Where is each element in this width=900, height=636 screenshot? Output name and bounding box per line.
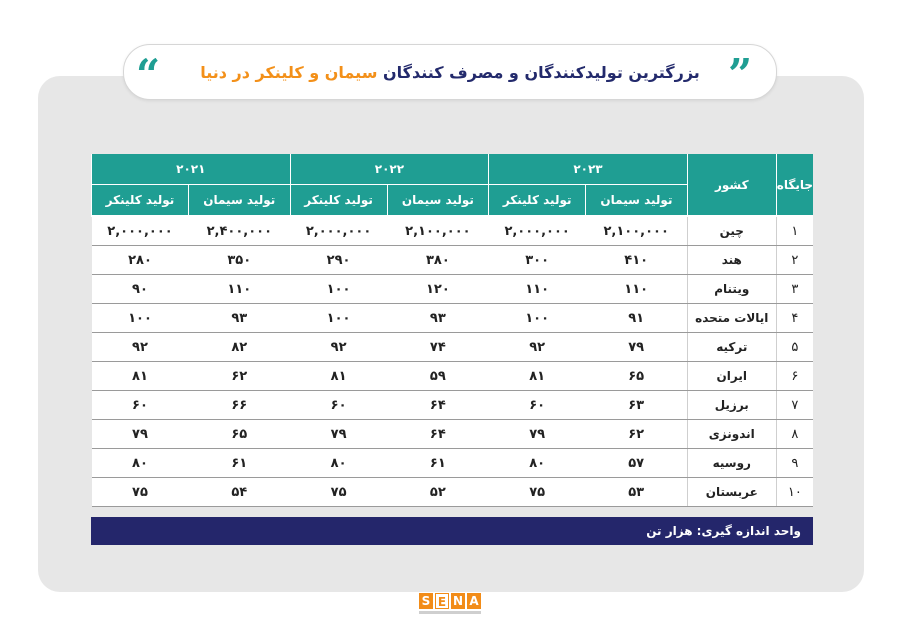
clinker-cell-2021: ۷۹ <box>92 420 189 449</box>
cement-cell-2021: ۲,۴۰۰,۰۰۰ <box>188 216 290 246</box>
header-clinker-2023: تولید کلینکر <box>489 185 586 217</box>
table-row <box>92 246 814 275</box>
rank-cell: ۵ <box>776 333 813 362</box>
logo-letter: E <box>435 593 449 609</box>
rank-cell: ۱۰ <box>776 478 813 507</box>
table-row <box>92 478 814 507</box>
title-main: بزرگترین تولیدکنندگان و مصرف کنندگان <box>383 62 700 82</box>
cement-cell-2022: ۹۳ <box>387 304 489 333</box>
cement-cell-2021: ۶۱ <box>188 449 290 478</box>
quote-close-icon: “ <box>136 50 161 99</box>
header-year-2021: ۲۰۲۱ <box>92 154 291 185</box>
clinker-cell-2021: ۹۰ <box>92 275 189 304</box>
cement-cell-2022: ۶۴ <box>387 391 489 420</box>
clinker-cell-2023: ۲,۰۰۰,۰۰۰ <box>489 216 586 246</box>
table-row <box>92 449 814 478</box>
clinker-cell-2023: ۹۲ <box>489 333 586 362</box>
header-clinker-2021: تولید کلینکر <box>92 185 189 217</box>
clinker-cell-2023: ۷۹ <box>489 420 586 449</box>
clinker-cell-2023: ۱۰۰ <box>489 304 586 333</box>
cement-cell-2022: ۲,۱۰۰,۰۰۰ <box>387 216 489 246</box>
clinker-cell-2021: ۶۰ <box>92 391 189 420</box>
clinker-cell-2021: ۸۱ <box>92 362 189 391</box>
clinker-cell-2022: ۸۰ <box>290 449 387 478</box>
clinker-cell-2022: ۷۵ <box>290 478 387 507</box>
clinker-cell-2022: ۶۰ <box>290 391 387 420</box>
header-year-2023: ۲۰۲۳ <box>489 154 688 185</box>
unit-note <box>91 517 813 545</box>
rank-cell: ۱ <box>776 216 813 246</box>
rank-cell: ۸ <box>776 420 813 449</box>
header-clinker-2022: تولید کلینکر <box>290 185 387 217</box>
country-cell: ایالات متحده <box>687 304 776 333</box>
page-title <box>200 63 700 82</box>
cement-cell-2022: ۶۱ <box>387 449 489 478</box>
country-cell: روسیه <box>687 449 776 478</box>
cement-cell-2023: ۴۱۰ <box>586 246 688 275</box>
logo-tagline-bar <box>419 611 481 614</box>
cement-cell-2023: ۶۲ <box>586 420 688 449</box>
header-rank: جایگاه <box>776 154 813 216</box>
country-cell: اندونزی <box>687 420 776 449</box>
cement-cell-2022: ۵۲ <box>387 478 489 507</box>
rank-cell: ۴ <box>776 304 813 333</box>
cement-cell-2023: ۷۹ <box>586 333 688 362</box>
cement-cell-2022: ۳۸۰ <box>387 246 489 275</box>
rank-cell: ۶ <box>776 362 813 391</box>
clinker-cell-2022: ۲,۰۰۰,۰۰۰ <box>290 216 387 246</box>
quote-open-icon: ” <box>728 50 753 99</box>
logo-letter: N <box>452 594 464 608</box>
rank-cell: ۲ <box>776 246 813 275</box>
country-cell: عربستان <box>687 478 776 507</box>
clinker-cell-2023: ۷۵ <box>489 478 586 507</box>
clinker-cell-2023: ۱۱۰ <box>489 275 586 304</box>
country-cell: هند <box>687 246 776 275</box>
clinker-cell-2021: ۹۲ <box>92 333 189 362</box>
data-table <box>91 154 813 507</box>
header-cement-2023: تولید سیمان <box>586 185 688 217</box>
cement-cell-2021: ۶۵ <box>188 420 290 449</box>
cement-cell-2021: ۱۱۰ <box>188 275 290 304</box>
table-row <box>92 275 814 304</box>
clinker-cell-2022: ۷۹ <box>290 420 387 449</box>
clinker-cell-2021: ۷۵ <box>92 478 189 507</box>
logo-letter: S <box>419 593 433 609</box>
clinker-cell-2022: ۱۰۰ <box>290 275 387 304</box>
cement-cell-2023: ۶۵ <box>586 362 688 391</box>
table-row <box>92 391 814 420</box>
clinker-cell-2021: ۸۰ <box>92 449 189 478</box>
cement-cell-2021: ۵۴ <box>188 478 290 507</box>
header-country: کشور <box>687 154 776 216</box>
cement-cell-2023: ۹۱ <box>586 304 688 333</box>
clinker-cell-2023: ۶۰ <box>489 391 586 420</box>
header-cement-2021: تولید سیمان <box>188 185 290 217</box>
cement-cell-2023: ۵۷ <box>586 449 688 478</box>
sena-logo <box>417 593 483 619</box>
cement-cell-2021: ۹۳ <box>188 304 290 333</box>
clinker-cell-2023: ۸۰ <box>489 449 586 478</box>
cement-cell-2021: ۳۵۰ <box>188 246 290 275</box>
country-cell: ایران <box>687 362 776 391</box>
rank-cell: ۷ <box>776 391 813 420</box>
header-cement-2022: تولید سیمان <box>387 185 489 217</box>
rank-cell: ۳ <box>776 275 813 304</box>
clinker-cell-2021: ۲۸۰ <box>92 246 189 275</box>
cement-cell-2023: ۵۳ <box>586 478 688 507</box>
cement-cell-2023: ۱۱۰ <box>586 275 688 304</box>
cement-cell-2021: ۸۲ <box>188 333 290 362</box>
table-row <box>92 420 814 449</box>
country-cell: ترکیه <box>687 333 776 362</box>
logo-letter: A <box>467 593 481 609</box>
clinker-cell-2023: ۸۱ <box>489 362 586 391</box>
clinker-cell-2021: ۱۰۰ <box>92 304 189 333</box>
title-banner <box>123 44 777 100</box>
country-cell: ویتنام <box>687 275 776 304</box>
cement-cell-2022: ۷۴ <box>387 333 489 362</box>
cement-cell-2023: ۲,۱۰۰,۰۰۰ <box>586 216 688 246</box>
unit-note-text: واحد اندازه گیری: هزار تن <box>646 524 801 538</box>
cement-cell-2021: ۶۶ <box>188 391 290 420</box>
clinker-cell-2022: ۱۰۰ <box>290 304 387 333</box>
clinker-cell-2022: ۸۱ <box>290 362 387 391</box>
cement-cell-2022: ۶۴ <box>387 420 489 449</box>
cement-cell-2023: ۶۳ <box>586 391 688 420</box>
title-accent: سیمان و کلینکر در دنیا <box>200 62 378 82</box>
clinker-cell-2022: ۹۲ <box>290 333 387 362</box>
cement-cell-2022: ۱۲۰ <box>387 275 489 304</box>
clinker-cell-2022: ۲۹۰ <box>290 246 387 275</box>
clinker-cell-2021: ۲,۰۰۰,۰۰۰ <box>92 216 189 246</box>
rank-cell: ۹ <box>776 449 813 478</box>
country-cell: برزیل <box>687 391 776 420</box>
table-row <box>92 333 814 362</box>
table-row <box>92 216 814 246</box>
table-row <box>92 304 814 333</box>
table-row <box>92 362 814 391</box>
cement-cell-2022: ۵۹ <box>387 362 489 391</box>
cement-cell-2021: ۶۲ <box>188 362 290 391</box>
clinker-cell-2023: ۳۰۰ <box>489 246 586 275</box>
country-cell: چین <box>687 216 776 246</box>
header-year-2022: ۲۰۲۲ <box>290 154 489 185</box>
